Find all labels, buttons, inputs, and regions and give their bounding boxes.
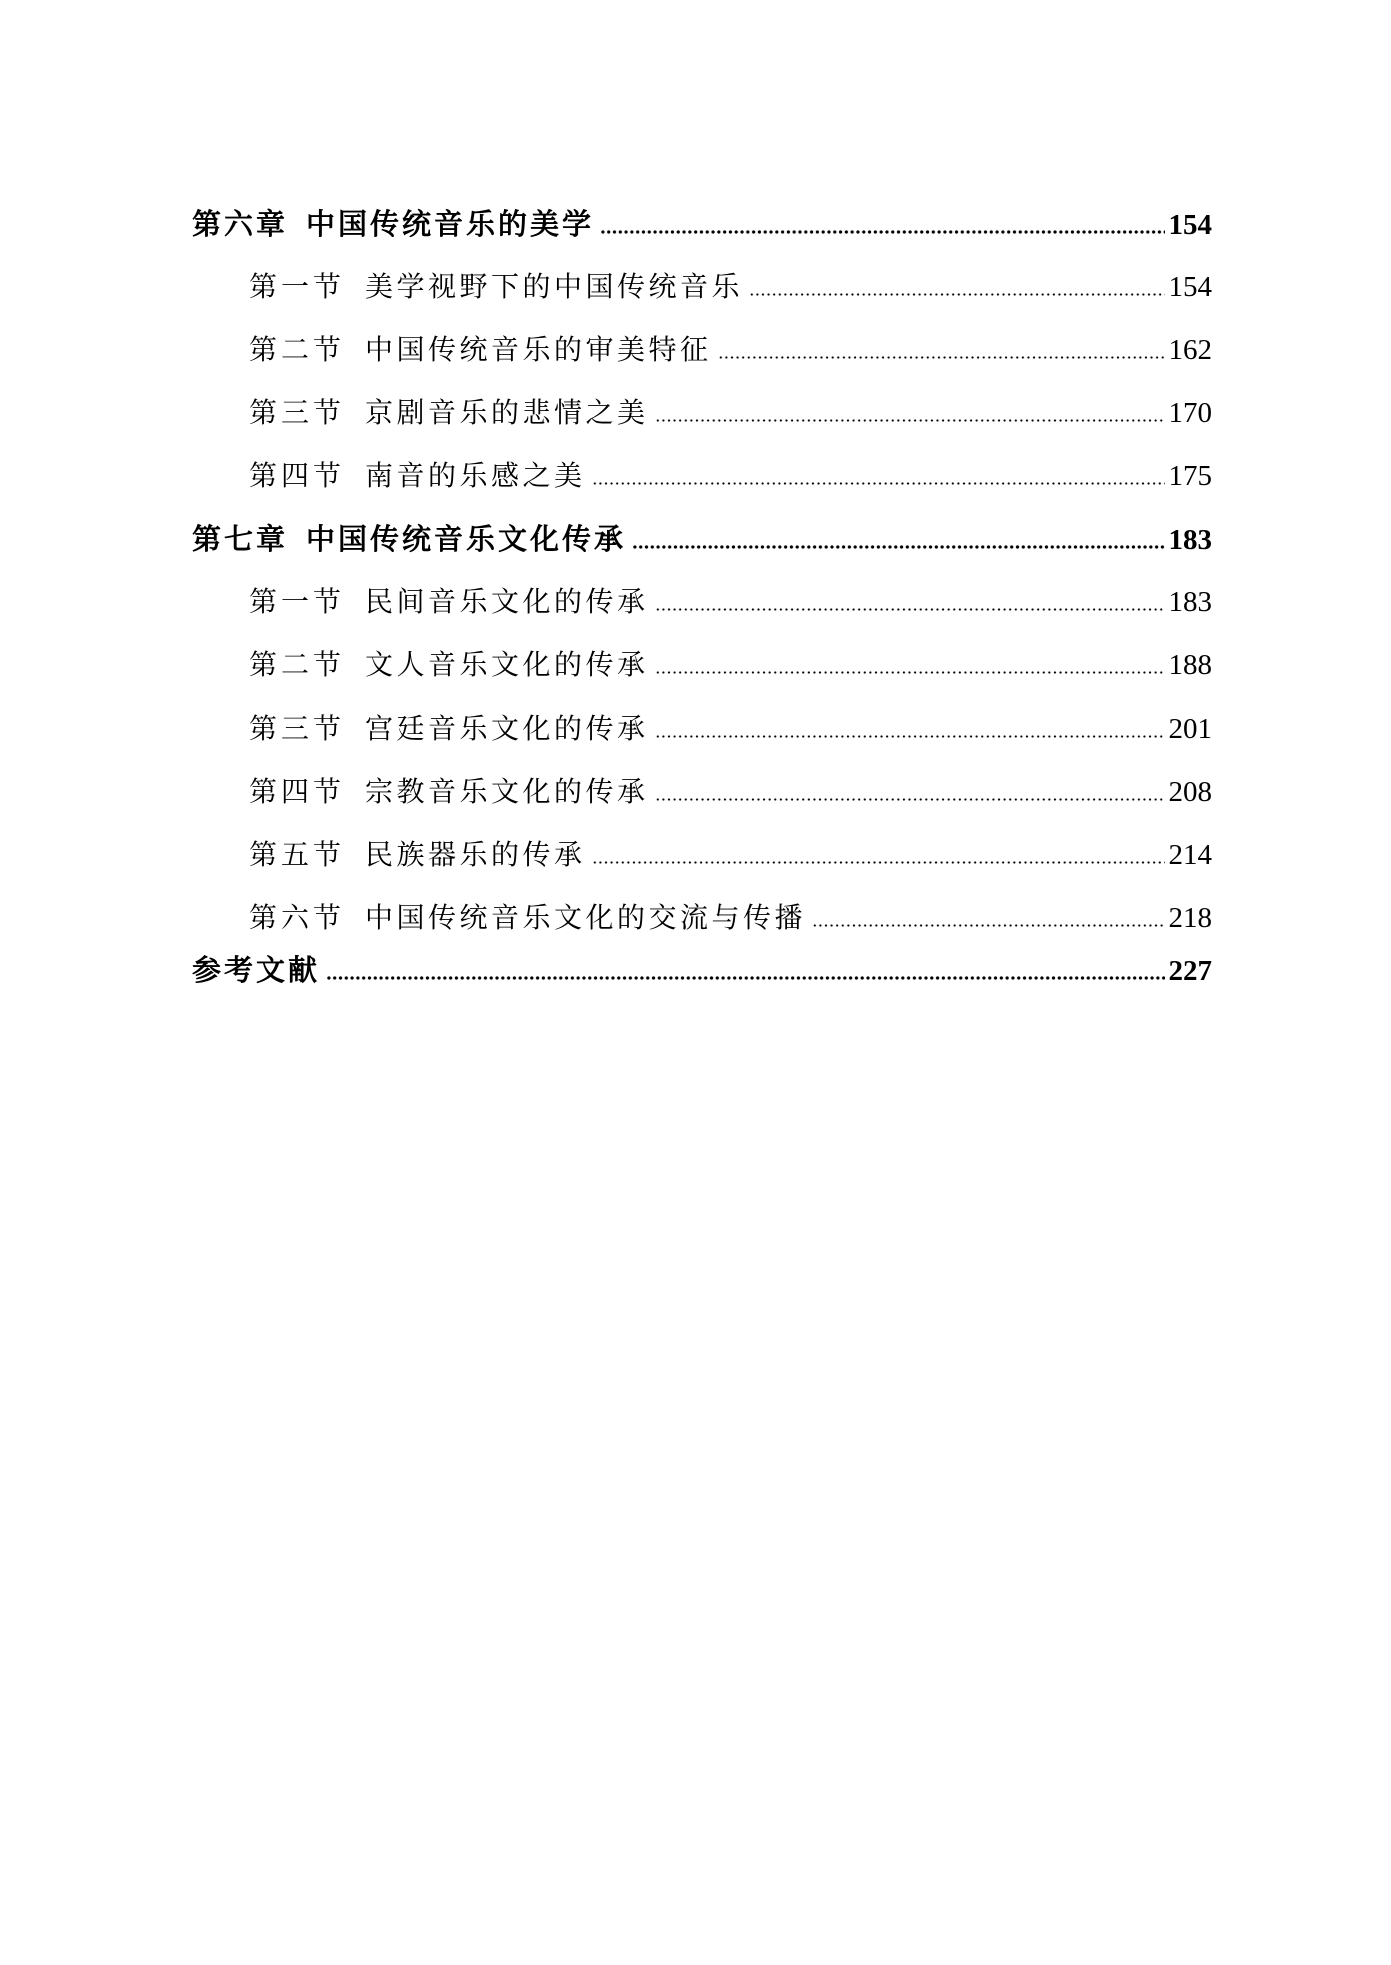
section-title: 宗教音乐文化的传承 (365, 775, 649, 808)
section-label: 第二节 (249, 333, 346, 366)
dot-leader (592, 861, 1165, 864)
section-label: 第三节 (249, 712, 346, 745)
page-number: 162 (1168, 334, 1212, 366)
toc-chapter-entry[interactable] (192, 517, 1212, 559)
toc-chapter-entry[interactable] (192, 202, 1212, 244)
toc-section-entry[interactable] (249, 391, 1212, 433)
page-number: 154 (1168, 271, 1212, 303)
dot-leader (655, 671, 1165, 674)
section-title: 美学视野下的中国传统音乐 (365, 270, 744, 303)
toc-section-entry[interactable] (249, 896, 1212, 938)
dot-leader (655, 419, 1165, 422)
page-number: 227 (1168, 955, 1212, 987)
toc-section-entry[interactable] (249, 833, 1212, 875)
section-title: 京剧音乐的悲情之美 (365, 396, 649, 429)
section-label: 第三节 (249, 396, 346, 429)
page-number: 218 (1168, 902, 1212, 934)
chapter-title: 中国传统音乐的美学 (306, 207, 595, 241)
section-title: 中国传统音乐的审美特征 (365, 333, 712, 366)
dot-leader (592, 482, 1165, 485)
toc-section-entry[interactable] (249, 454, 1212, 496)
page-number: 170 (1168, 397, 1212, 429)
page-number: 188 (1168, 649, 1212, 681)
dot-leader (600, 230, 1164, 234)
chapter-label: 第六章 (192, 207, 289, 241)
section-label: 第一节 (249, 585, 346, 618)
section-title: 民族器乐的传承 (365, 838, 586, 871)
section-label: 第二节 (249, 648, 346, 681)
dot-leader (632, 545, 1164, 549)
section-label: 第四节 (249, 459, 346, 492)
section-title: 民间音乐文化的传承 (365, 585, 649, 618)
chapter-title: 中国传统音乐文化传承 (306, 522, 627, 556)
dot-leader (812, 924, 1164, 927)
toc-section-entry[interactable] (249, 770, 1212, 812)
section-title: 中国传统音乐文化的交流与传播 (365, 901, 807, 934)
references-label: 参考文献 (192, 953, 321, 987)
page-number: 214 (1168, 839, 1212, 871)
page-number: 183 (1168, 524, 1212, 556)
page-number: 201 (1168, 713, 1212, 745)
toc-section-entry[interactable] (249, 580, 1212, 622)
dot-leader (749, 293, 1164, 296)
dot-leader (655, 735, 1165, 738)
toc-references-entry[interactable] (192, 948, 1212, 990)
chapter-label: 第七章 (192, 522, 289, 556)
page-number: 183 (1168, 586, 1212, 618)
dot-leader (655, 608, 1165, 611)
section-title: 文人音乐文化的传承 (365, 648, 649, 681)
table-of-contents (192, 0, 1212, 1965)
section-label: 第四节 (249, 775, 346, 808)
toc-section-entry[interactable] (249, 707, 1212, 749)
dot-leader (326, 976, 1164, 980)
toc-section-entry[interactable] (249, 328, 1212, 370)
page-number: 154 (1168, 209, 1212, 241)
page-number: 208 (1168, 776, 1212, 808)
dot-leader (655, 798, 1165, 801)
section-label: 第五节 (249, 838, 346, 871)
section-label: 第一节 (249, 270, 346, 303)
section-label: 第六节 (249, 901, 346, 934)
toc-section-entry[interactable] (249, 643, 1212, 685)
section-title: 南音的乐感之美 (365, 459, 586, 492)
page-number: 175 (1168, 460, 1212, 492)
toc-section-entry[interactable] (249, 265, 1212, 307)
section-title: 宫廷音乐文化的传承 (365, 712, 649, 745)
dot-leader (718, 356, 1165, 359)
